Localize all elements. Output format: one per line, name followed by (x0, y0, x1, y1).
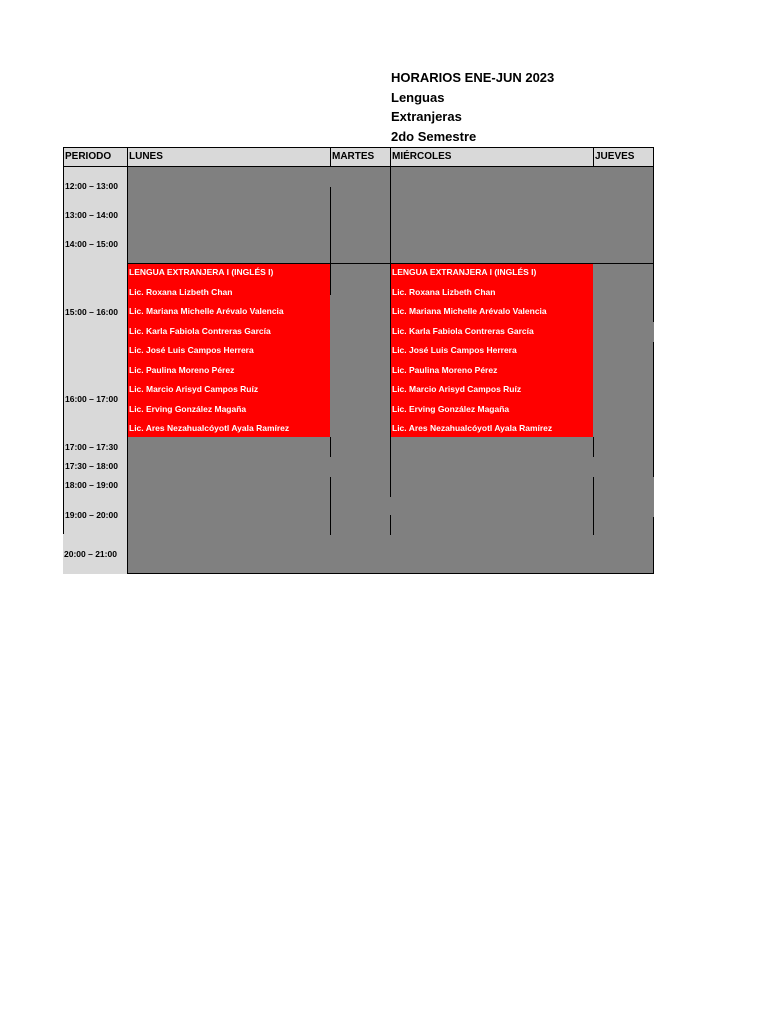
period-cell: 16:00 – 17:00 (63, 360, 128, 438)
header-jueves: JUEVES (593, 147, 654, 167)
teacher-name: Lic. Ares Nezahualcóyotl Ayala Ramírez (129, 423, 290, 433)
teacher-name: Lic. Mariana Michelle Arévalo Valencia (392, 306, 547, 316)
period-cell: 12:00 – 13:00 (63, 167, 128, 206)
teacher-name: Lic. Ares Nezahualcóyotl Ayala Ramírez (392, 423, 553, 433)
grid-line-gap (653, 322, 654, 342)
teacher-name: Lic. José Luis Campos Herrera (129, 345, 254, 355)
teacher-name: Lic. Paulina Moreno Pérez (129, 364, 235, 375)
title-line-2: Lenguas (391, 89, 445, 105)
period-cell: 18:00 – 19:00 (63, 475, 128, 496)
grid-line (593, 477, 594, 535)
schedule-table (63, 147, 654, 574)
class-block-lunes (128, 264, 330, 437)
period-cell: 14:00 – 15:00 (63, 224, 128, 264)
course-name: LENGUA EXTRANJERA I (INGLÉS I) (129, 267, 274, 277)
teacher-name: Lic. Mariana Michelle Arévalo Valencia (129, 306, 284, 316)
class-block-miercoles (391, 264, 593, 437)
teacher-name: Lic. Karla Fabiola Contreras García (129, 325, 271, 336)
course-name: LENGUA EXTRANJERA I (INGLÉS I) (392, 267, 537, 277)
period-cell: 19:00 – 20:00 (63, 495, 128, 535)
teacher-name: Lic. Roxana Lizbeth Chan (129, 286, 233, 297)
period-cell: 17:30 – 18:00 (63, 456, 128, 476)
grid-line (127, 573, 654, 574)
teacher-name: Lic. Erving González Magaña (392, 403, 510, 414)
grid-line (330, 477, 331, 535)
teacher-name: Lic. José Luis Campos Herrera (392, 345, 517, 355)
period-cell: 15:00 – 16:00 (63, 263, 128, 361)
grid-line (330, 187, 331, 295)
period-cell: 13:00 – 14:00 (63, 205, 128, 225)
schedule-title (391, 68, 554, 146)
teacher-name: Lic. Marcio Arisyd Campos Ruíz (392, 384, 522, 394)
teacher-name: Lic. Roxana Lizbeth Chan (392, 286, 496, 297)
header-martes: MARTES (330, 147, 391, 167)
header-lunes: LUNES (127, 147, 331, 167)
teacher-name: Lic. Marcio Arisyd Campos Ruíz (129, 384, 259, 394)
grid-line (593, 437, 594, 457)
grid-line-gap (653, 477, 654, 517)
header-periodo: PERIODO (63, 147, 128, 167)
grid-line (390, 515, 391, 535)
teacher-name: Lic. Paulina Moreno Pérez (392, 364, 498, 375)
grid-line (330, 437, 331, 457)
period-cell: 17:00 – 17:30 (63, 437, 128, 457)
teacher-name: Lic. Karla Fabiola Contreras García (392, 325, 534, 336)
title-line-4: 2do Semestre (391, 128, 477, 144)
period-cell: 20:00 – 21:00 (63, 534, 128, 574)
header-miercoles: MIÉRCOLES (390, 147, 594, 167)
title-line-1: HORARIOS ENE-JUN 2023 (391, 70, 555, 85)
teacher-name: Lic. Erving González Magaña (129, 403, 247, 414)
title-line-3: Extranjeras (391, 109, 462, 124)
